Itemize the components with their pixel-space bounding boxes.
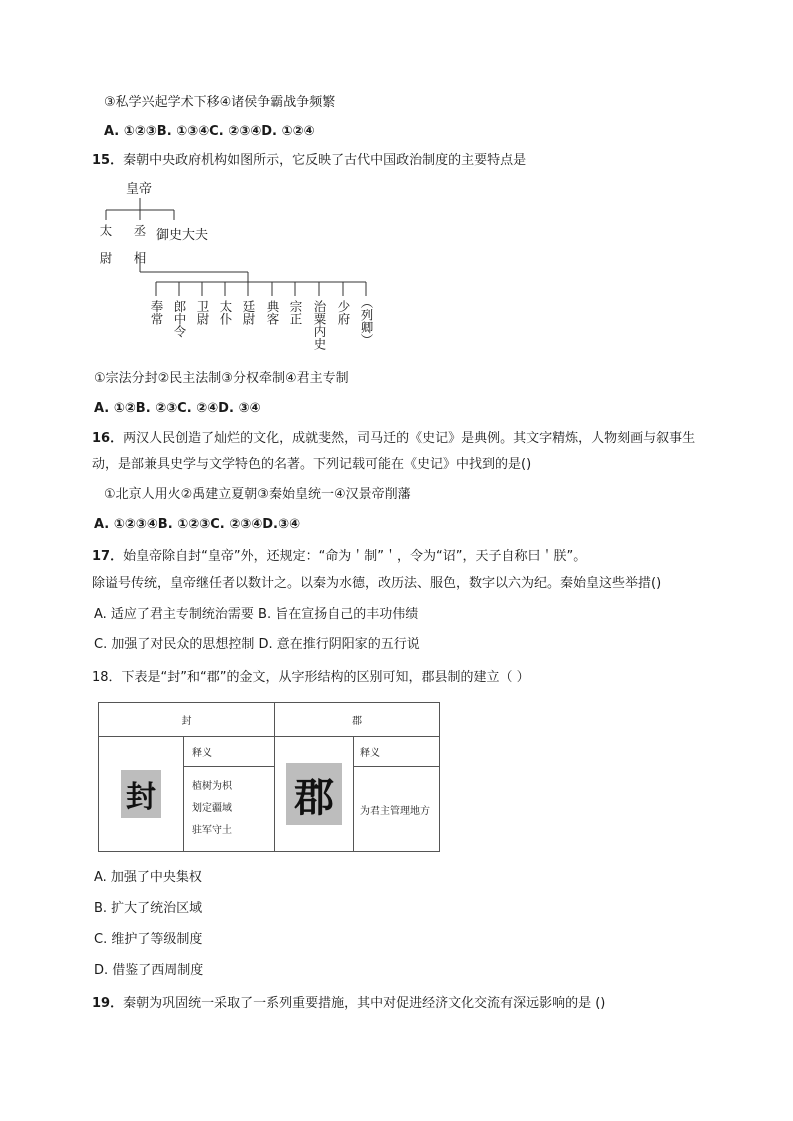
q19-stem: 秦朝为巩固统一采取了一系列重要措施，其中对促进经济文化交流有深远影响的是 () <box>123 996 606 1011</box>
q16-number: 16． <box>92 431 124 446</box>
org-emperor: 皇帝 <box>126 182 153 197</box>
org-zongzheng: 宗正 <box>288 300 303 325</box>
q18-stem: 下表是“封”和“郡”的金文，从字形结构的区别可知，郡县制的建立（ ） <box>121 670 530 685</box>
glyph-cell-jun <box>275 737 354 852</box>
org-weiwei: 卫尉 <box>195 300 210 325</box>
q14-items: ③私学兴起学术下移④诸侯争霸战争频繁 <box>104 95 336 110</box>
org-chart-lines <box>92 178 392 354</box>
q18-question <box>92 669 530 687</box>
org-chengxiang: 丞 相 <box>132 224 147 264</box>
shiyi-label-1: 释义 <box>184 737 275 767</box>
q19-number: 19． <box>92 996 124 1011</box>
q15-items: ①宗法分封②民主法制③分权牵制④君主专制 <box>94 371 349 386</box>
shiyi-label-2: 释义 <box>354 737 440 767</box>
q16-stem2: 动，是部兼具史学与文学特色的名著。下列记载可能在《史记》中找到的是() <box>92 457 532 472</box>
org-dianke: 典客 <box>265 300 280 325</box>
org-taipu: 太仆 <box>218 300 233 325</box>
q17-question-line1 <box>92 548 586 566</box>
meaning-jun: 为君主管理地方 <box>354 767 440 852</box>
q17-stem2: 除谥号传统，皇帝继任者以数计之。以秦为水德，改历法、服色，数字以六为纪。秦始皇这些举措() <box>92 576 662 591</box>
bronze-glyph-feng: 封 <box>121 770 161 818</box>
q17-options-ab: A. 适应了君主专制统治需要 B. 旨在宣扬自己的丰功伟绩 <box>94 607 419 622</box>
q18-option-c: C. 维护了等级制度 <box>94 932 203 947</box>
q16-items: ①北京人用火②禹建立夏朝③秦始皇统一④汉景帝削藩 <box>104 487 411 502</box>
q14-options: A. ①②③B. ①③④C. ②③④D. ①②④ <box>104 124 315 139</box>
org-fengchang: 奉常 <box>149 300 164 325</box>
meaning-feng-3: 驻军守土 <box>192 825 232 836</box>
bronze-glyph-jun: 郡 <box>286 763 342 825</box>
org-zhisuneishi: 治粟内史 <box>312 300 327 350</box>
org-lieqing: （列卿） <box>359 296 374 346</box>
meaning-feng <box>184 767 275 852</box>
q19-question <box>92 995 605 1013</box>
glyph-cell-feng <box>99 737 184 852</box>
q15-number: 15． <box>92 153 124 168</box>
q15-stem: 秦朝中央政府机构如图所示，它反映了古代中国政治制度的主要特点是 <box>123 153 527 168</box>
org-langzhongling: 郎中令 <box>172 300 187 338</box>
org-yushidafu: 御史大夫 <box>156 228 209 243</box>
q16-stem1: 两汉人民创造了灿烂的文化，成就斐然，司马迁的《史记》是典例。其文字精炼，人物刻画与叙事生 <box>123 431 696 446</box>
q17-number: 17． <box>92 549 124 564</box>
org-tingwei: 廷尉 <box>241 300 256 325</box>
org-taiwei: 太 尉 <box>98 224 113 264</box>
q15-options: A. ①②B. ②③C. ②④D. ③④ <box>94 401 261 416</box>
q16-options: A. ①②③④B. ①②③C. ②③④D.③④ <box>94 517 300 532</box>
table-header-jun: 郡 <box>275 703 440 737</box>
q18-option-b: B. 扩大了统治区域 <box>94 901 203 916</box>
meaning-feng-1: 植树为枳 <box>192 781 232 792</box>
org-chart <box>92 178 392 354</box>
q17-options-cd: C. 加强了对民众的思想控制 D. 意在推行阴阳家的五行说 <box>94 637 420 652</box>
seal-script-table <box>98 702 440 852</box>
org-shaofu: 少府 <box>336 300 351 325</box>
q16-question-line1 <box>92 430 695 448</box>
q17-stem1: 始皇帝除自封“皇帝”外，还规定：“命为＇制”＇，令为“诏”，天子自称曰＇朕”。 <box>123 549 587 564</box>
q18-option-d: D. 借鉴了西周制度 <box>94 963 204 978</box>
q18-number: 18． <box>92 670 122 685</box>
meaning-feng-2: 划定疆域 <box>192 803 232 814</box>
q18-option-a: A. 加强了中央集权 <box>94 870 202 885</box>
table-header-feng: 封 <box>99 703 275 737</box>
q15-question <box>92 152 526 170</box>
